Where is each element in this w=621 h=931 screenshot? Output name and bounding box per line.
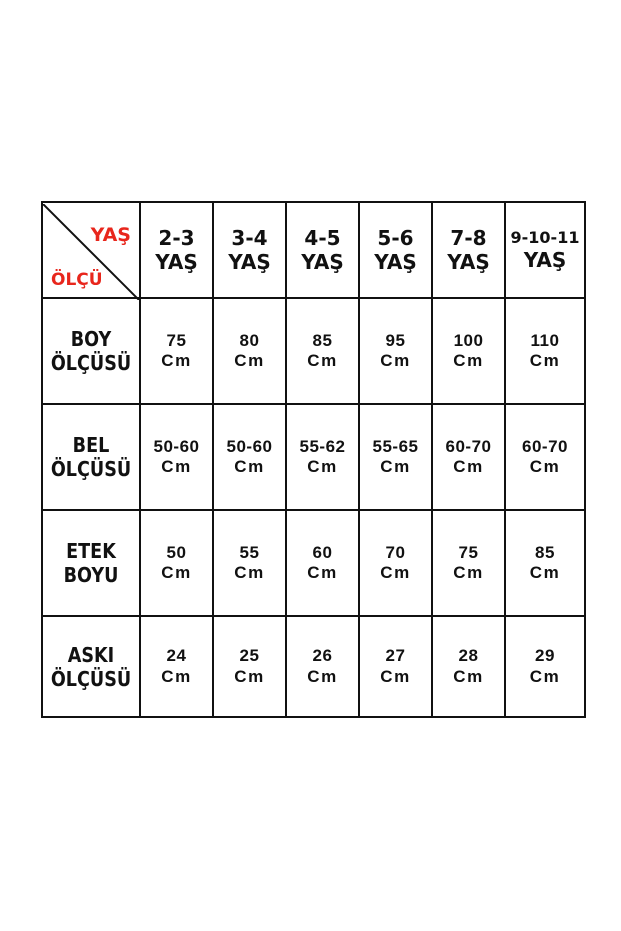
row-label-line2: ÖLÇÜSÜ	[50, 351, 132, 375]
cell-unit: Cm	[234, 457, 265, 476]
table-row	[42, 510, 585, 616]
cell-value: 85	[312, 330, 333, 350]
cell-unit: Cm	[453, 457, 484, 476]
cell-value: 50-60	[226, 436, 273, 456]
table-cell	[140, 404, 213, 510]
age-header	[286, 202, 359, 298]
age-header	[140, 202, 213, 298]
table-cell	[213, 510, 286, 616]
cell-unit: Cm	[453, 563, 484, 582]
corner-age-label: YAŞ	[90, 223, 131, 246]
row-header	[42, 404, 140, 510]
cell-value: 80	[239, 330, 260, 350]
age-unit: YAŞ	[447, 250, 490, 274]
age-range: 5-6	[377, 226, 414, 250]
cell-unit: Cm	[307, 351, 338, 370]
row-label-line2: ÖLÇÜSÜ	[50, 457, 132, 481]
cell-value: 27	[385, 646, 406, 666]
cell-value: 55-62	[299, 436, 346, 456]
row-header	[42, 298, 140, 404]
table-cell	[286, 616, 359, 717]
cell-unit: Cm	[529, 351, 561, 370]
cell-value: 50-60	[153, 436, 200, 456]
cell-value: 26	[312, 646, 333, 666]
age-unit: YAŞ	[301, 250, 344, 274]
age-header	[213, 202, 286, 298]
table-cell	[505, 298, 585, 404]
cell-unit: Cm	[529, 666, 561, 686]
cell-unit: Cm	[380, 351, 411, 370]
cell-value: 24	[166, 646, 187, 666]
table-cell	[286, 404, 359, 510]
cell-unit: Cm	[161, 666, 192, 686]
header-row	[42, 202, 585, 298]
cell-unit: Cm	[234, 563, 265, 582]
row-label-line1: ASKI	[67, 642, 115, 667]
cell-unit: Cm	[380, 457, 411, 476]
age-header	[505, 202, 585, 298]
age-range: 9-10-11	[510, 228, 580, 248]
row-label-line1: BOY	[70, 327, 112, 351]
table-cell	[213, 298, 286, 404]
table-cell	[505, 510, 585, 616]
cell-unit: Cm	[307, 666, 338, 686]
age-header	[359, 202, 432, 298]
table-cell	[359, 298, 432, 404]
row-header	[42, 616, 140, 717]
table-row	[42, 616, 585, 717]
table-cell	[213, 404, 286, 510]
cell-unit: Cm	[234, 666, 265, 686]
table-cell	[432, 510, 505, 616]
cell-value: 25	[239, 646, 260, 666]
cell-value: 60-70	[445, 436, 492, 456]
cell-value: 28	[458, 646, 479, 666]
corner-cell	[42, 202, 140, 298]
cell-unit: Cm	[380, 563, 411, 582]
table-cell	[505, 616, 585, 717]
cell-unit: Cm	[307, 563, 338, 582]
table-cell	[432, 298, 505, 404]
age-unit: YAŞ	[228, 250, 271, 274]
table-cell	[140, 510, 213, 616]
row-header	[42, 510, 140, 616]
cell-value: 60	[312, 542, 333, 562]
row-label-line1: BEL	[72, 433, 110, 457]
table-cell	[432, 616, 505, 717]
table-cell	[505, 404, 585, 510]
cell-value: 55-65	[372, 436, 419, 456]
table-cell	[359, 510, 432, 616]
cell-unit: Cm	[529, 563, 561, 582]
table-cell	[359, 404, 432, 510]
age-unit: YAŞ	[523, 247, 567, 272]
table-cell	[432, 404, 505, 510]
table-cell	[213, 616, 286, 717]
age-unit: YAŞ	[374, 250, 417, 274]
table-cell	[359, 616, 432, 717]
age-range: 7-8	[450, 226, 487, 250]
age-range: 2-3	[158, 226, 195, 250]
cell-unit: Cm	[234, 351, 265, 370]
cell-value: 60-70	[522, 436, 568, 456]
cell-value: 75	[166, 330, 187, 350]
cell-value: 70	[385, 542, 406, 562]
cell-value: 100	[453, 330, 484, 350]
age-unit: YAŞ	[155, 250, 198, 274]
cell-unit: Cm	[453, 666, 484, 686]
cell-unit: Cm	[380, 666, 411, 686]
cell-unit: Cm	[529, 457, 561, 476]
row-label-line2: BOYU	[63, 563, 119, 587]
table-cell	[140, 616, 213, 717]
table-cell	[140, 298, 213, 404]
cell-value: 55	[239, 542, 260, 562]
row-label-line2: ÖLÇÜSÜ	[50, 666, 132, 691]
cell-unit: Cm	[161, 457, 192, 476]
cell-unit: Cm	[453, 351, 484, 370]
cell-unit: Cm	[161, 351, 192, 370]
cell-value: 95	[385, 330, 406, 350]
cell-unit: Cm	[161, 563, 192, 582]
table-cell	[286, 298, 359, 404]
cell-value: 50	[166, 542, 187, 562]
table-row	[42, 404, 585, 510]
cell-value: 85	[535, 542, 555, 562]
age-header	[432, 202, 505, 298]
size-chart-table	[41, 201, 586, 718]
age-range: 4-5	[304, 226, 341, 250]
cell-unit: Cm	[307, 457, 338, 476]
table-cell	[286, 510, 359, 616]
row-label-line1: ETEK	[66, 539, 116, 563]
age-range: 3-4	[231, 226, 268, 250]
cell-value: 110	[530, 330, 560, 350]
corner-measure-label: ÖLÇÜ	[51, 270, 103, 291]
cell-value: 29	[535, 646, 555, 666]
cell-value: 75	[458, 542, 479, 562]
table-row	[42, 298, 585, 404]
